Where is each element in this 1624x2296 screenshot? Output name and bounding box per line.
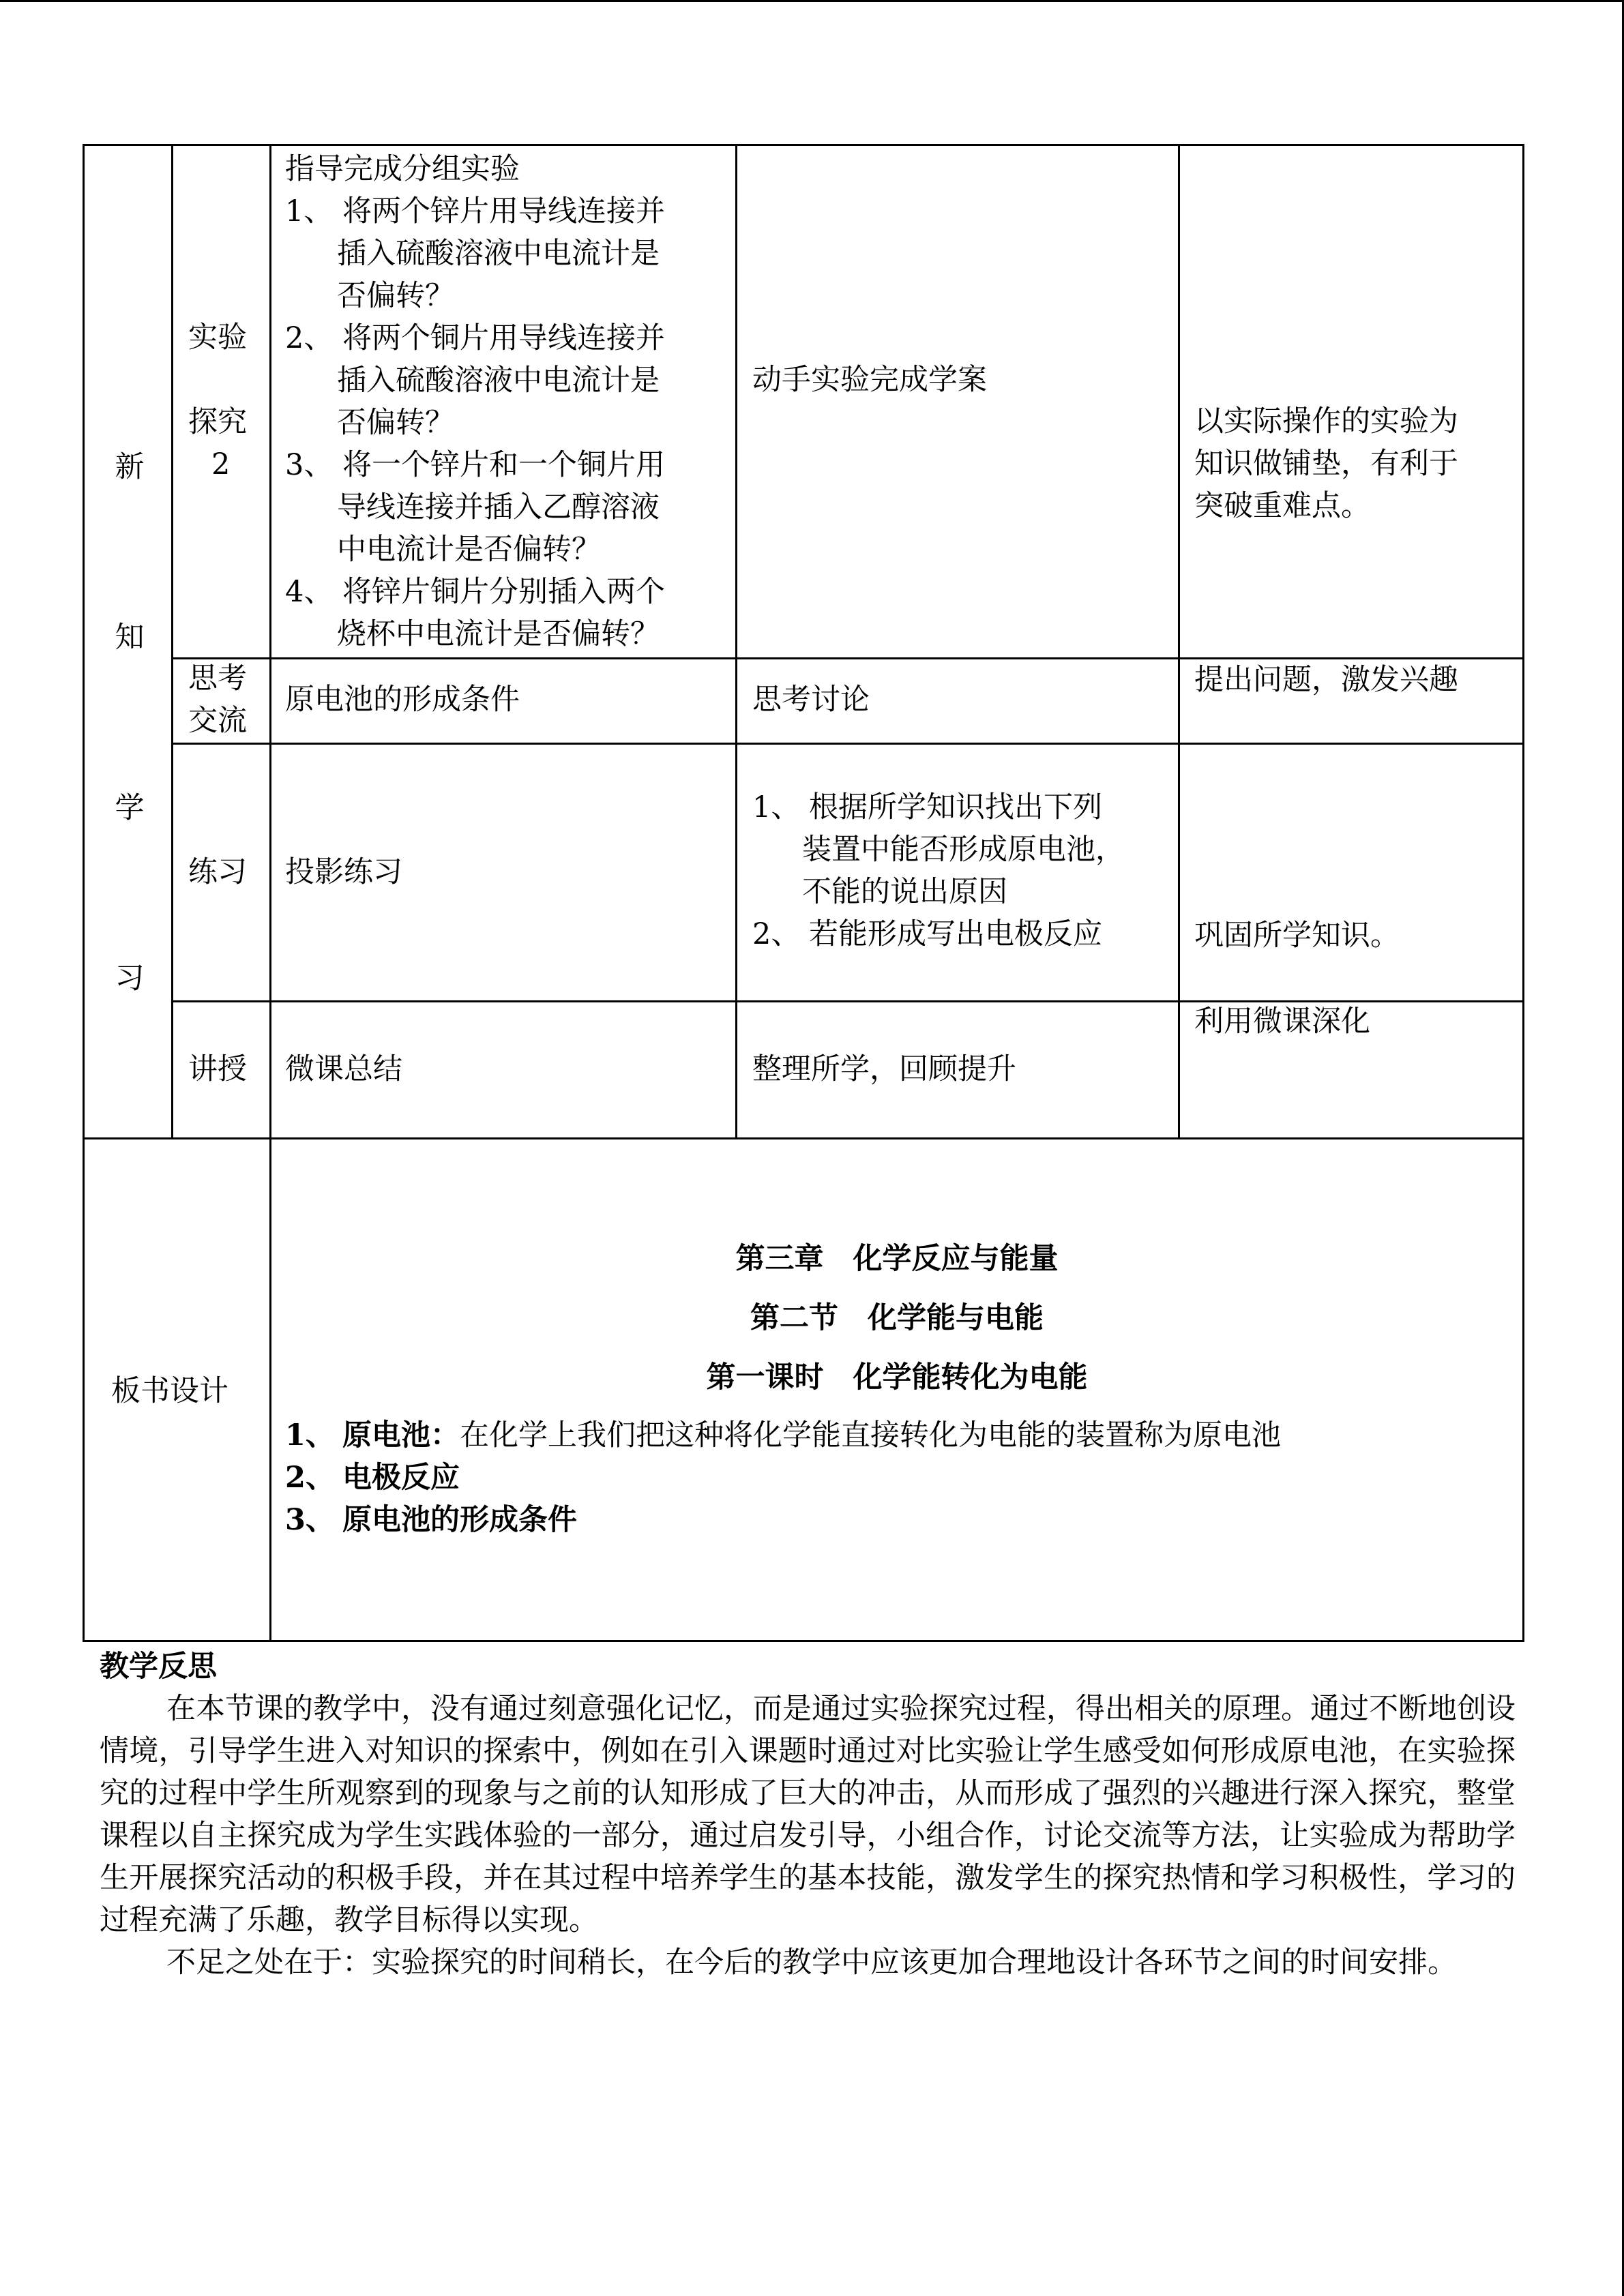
item-number: 2、	[285, 321, 334, 355]
board-section-title: 第二节 化学能与电能	[750, 1301, 1044, 1335]
teacher-activity: 投影练习	[285, 855, 402, 889]
reflection-paragraph: 在本节课的教学中，没有通过刻意强化记忆，而是通过实验探究过程，得出相关的原理。通过不断地创设情境，引导学生进入对知识的探索中，例如在引入课题时通过对比实验让学生感受如何形成原电池，在实验探究的过程中学生所观察到的现象与之前的认知形成了巨大的冲击，从而形成了强烈的兴趣进行深入探究，整堂课程以自主探究成为学生实践体验的一部分，通过启发引导，小组合作，讨论交流等方法，让实验成为帮助学生开展探究活动的积极手段，并在其过程中培养学生的基本技能，激发学生的探究热情和学习积极性，学习的过程充满了乐趣，教学目标得以实现。	[100, 1692, 1516, 1937]
section-label-char: 习	[115, 961, 145, 996]
item-line: 中电流计是否偏转？	[337, 533, 601, 567]
item-number: 2、	[752, 917, 801, 951]
board-point-title: 原电池：	[342, 1418, 460, 1452]
student-activity: 动手实验完成学案	[752, 363, 987, 397]
item-line: 不能的说出原因	[802, 875, 1007, 909]
row-type-label: 交流	[188, 704, 247, 738]
item-line: 将两个铜片用导线连接并	[342, 321, 665, 355]
row-type-label: 2	[211, 447, 231, 481]
board-point-number: 1、	[285, 1418, 335, 1452]
teacher-activity: 原电池的形成条件	[285, 683, 520, 717]
design-intent: 利用微课深化	[1194, 1004, 1370, 1039]
board-lesson-title: 第一课时 化学能转化为电能	[706, 1360, 1088, 1395]
board-point-text: 在化学上我们把这种将化学能直接转化为电能的装置称为原电池	[460, 1418, 1281, 1452]
section-label-char: 新	[115, 450, 145, 484]
row-type-label: 练习	[188, 855, 247, 889]
item-line: 将一个锌片和一个铜片用	[342, 448, 665, 482]
board-point-number: 2、	[285, 1461, 335, 1495]
item-line: 装置中能否形成原电池，	[802, 833, 1125, 867]
reflection-body	[100, 1688, 1516, 1984]
board-point-number: 3、	[285, 1503, 335, 1537]
design-intent-line: 以实际操作的实验为	[1194, 404, 1458, 438]
item-line: 将两个锌片用导线连接并	[342, 194, 665, 228]
row-type-label: 讲授	[188, 1052, 247, 1086]
design-intent: 巩固所学知识。	[1194, 919, 1400, 953]
table-border-left	[83, 144, 85, 1642]
section-label-char: 学	[115, 791, 145, 825]
column-divider	[171, 144, 173, 1139]
row-type-label: 探究	[188, 405, 247, 439]
student-activity: 整理所学，回顾提升	[752, 1052, 1016, 1086]
section-label-char: 知	[115, 621, 145, 655]
board-point-title: 电极反应	[342, 1461, 460, 1495]
item-line: 插入硫酸溶液中电流计是	[337, 363, 660, 398]
item-number: 3、	[285, 448, 334, 482]
item-number: 1、	[285, 194, 334, 228]
table-border-right	[1522, 144, 1524, 1642]
board-point	[342, 1414, 1281, 1457]
item-line: 根据所学知识找出下列	[809, 790, 1102, 824]
teacher-activity: 微课总结	[285, 1052, 402, 1086]
design-intent-line: 知识做铺垫，有利于	[1194, 447, 1458, 481]
item-number: 1、	[752, 790, 801, 824]
board-point-title: 原电池的形成条件	[342, 1503, 577, 1537]
item-line: 插入硫酸溶液中电流计是	[337, 237, 660, 271]
reflection-paragraph: 不足之处在于：实验探究的时间稍长，在今后的教学中应该更加合理地设计各环节之间的时间安排。	[166, 1945, 1457, 1980]
board-design-label: 板书设计	[111, 1374, 228, 1408]
column-divider	[735, 144, 737, 1139]
page-top-border	[0, 0, 1624, 2]
item-number: 4、	[285, 575, 334, 609]
board-chapter-title: 第三章 化学反应与能量	[735, 1242, 1059, 1276]
student-activity: 思考讨论	[752, 683, 870, 717]
item-line: 烧杯中电流计是否偏转？	[337, 617, 660, 651]
item-line: 若能形成写出电极反应	[809, 917, 1102, 951]
design-intent: 提出问题，激发兴趣	[1194, 663, 1458, 697]
item-line: 否偏转？	[337, 279, 454, 313]
table-border-bottom	[83, 1640, 1524, 1642]
design-intent-line: 突破重难点。	[1194, 489, 1370, 523]
item-line: 将锌片铜片分别插入两个	[342, 575, 665, 609]
row-divider	[83, 1137, 1524, 1139]
teacher-heading: 指导完成分组实验	[285, 152, 520, 186]
row-divider	[171, 743, 1524, 745]
column-divider	[269, 144, 271, 1642]
row-type-label: 实验	[188, 320, 247, 355]
reflection-title: 教学反思	[100, 1650, 217, 1684]
table-border-top	[83, 144, 1524, 146]
column-divider	[1178, 144, 1180, 1139]
row-type-label: 思考	[188, 661, 247, 696]
item-line: 导线连接并插入乙醇溶液	[337, 490, 660, 524]
item-line: 否偏转？	[337, 406, 454, 440]
